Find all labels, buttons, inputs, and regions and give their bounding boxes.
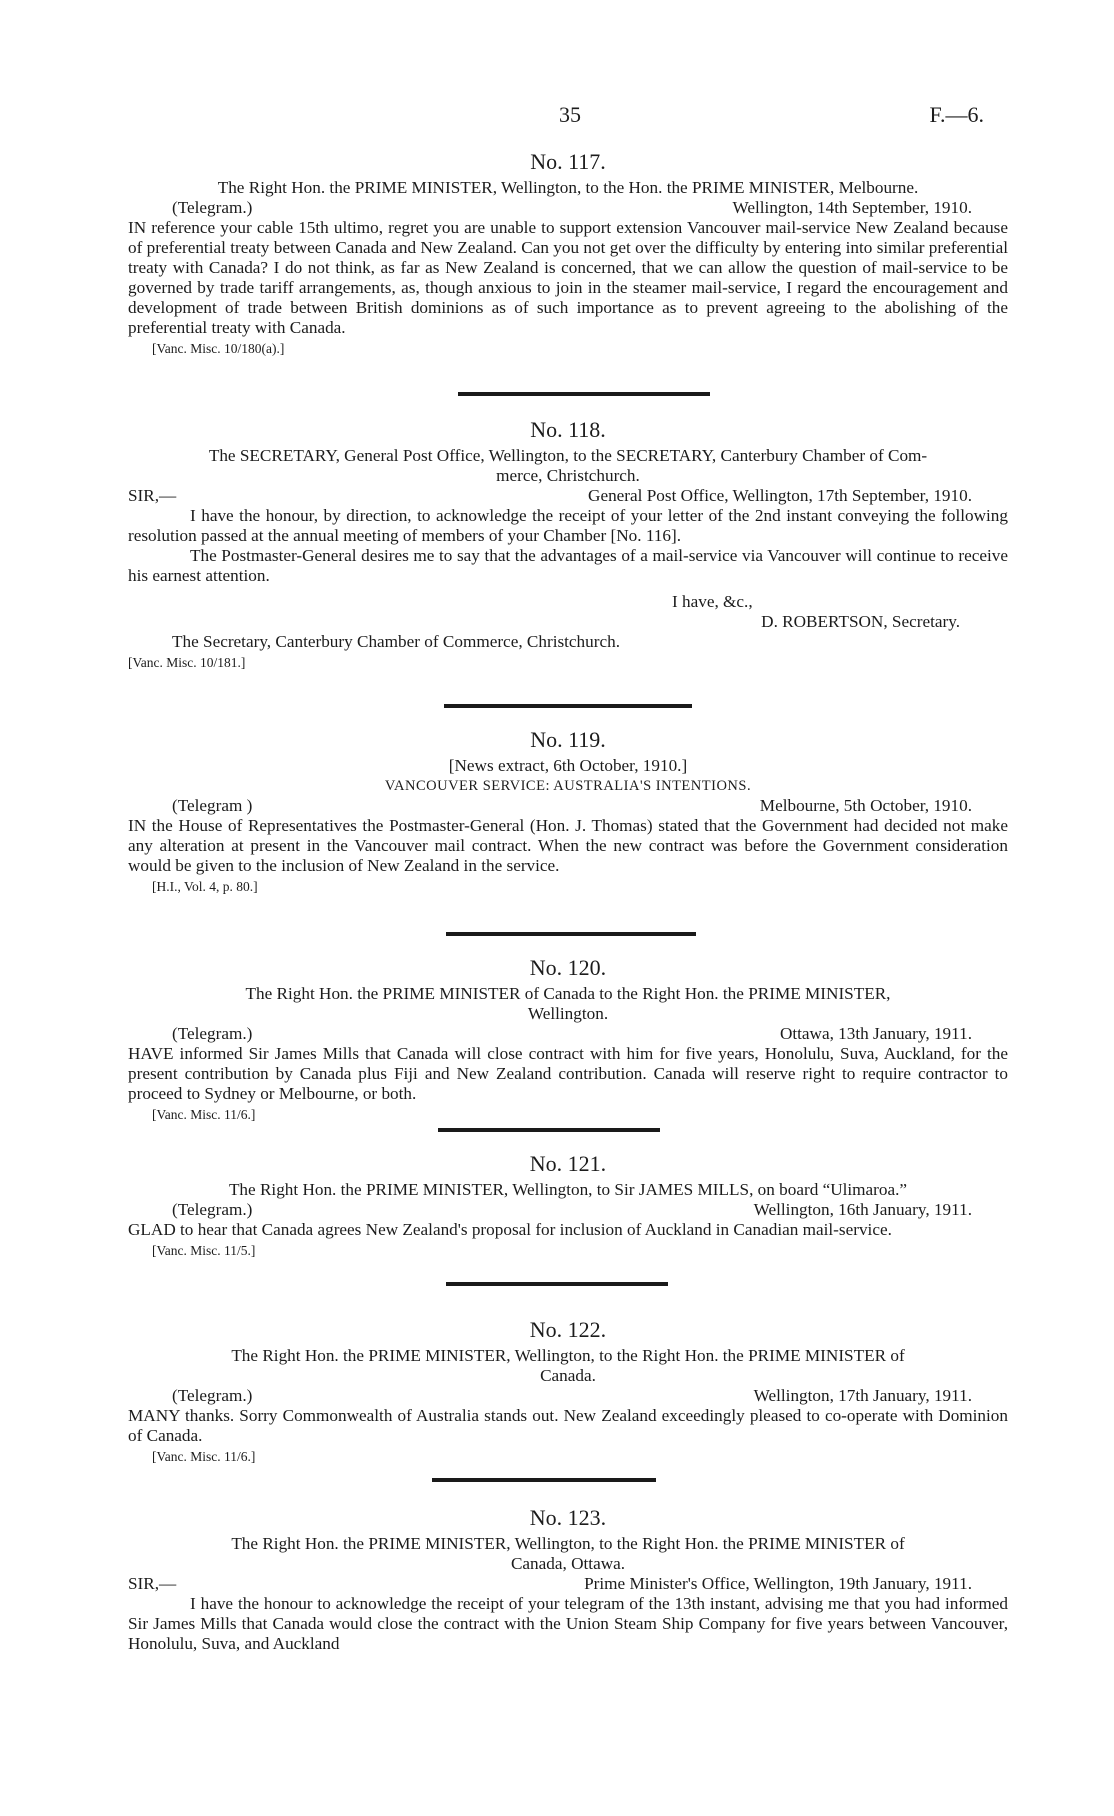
section-121 <box>128 1150 1008 1261</box>
section-heading: The Right Hon. the PRIME MINISTER, Wellington, to Sir JAMES MILLS, on board “Ulimaroa.” <box>228 1180 908 1199</box>
body-paragraph: IN reference your cable 15th ultimo, regret you are unable to support extension Vancouver mail-service New Zealand because of preferential treaty between Canada and New Zealand. Can you not get over the difficulty by entering into similar preferential treaty with Canada? I do not think, as far as New Zealand is concerned, that we can allow the question of mail-service to be governed by trade tariff arrangements, as, though anxious to join in the steamer mail-service, I regard the encouragement and development of trade between British dominions as of such importance as to prevent agreeing to the abolishing of the preferential treaty with Canada. <box>128 218 1008 337</box>
section-117 <box>128 148 1008 359</box>
heading-line: The Right Hon. the PRIME MINISTER of Canada to the Right Hon. the PRIME MINISTER, <box>245 984 891 1003</box>
reference-note: [Vanc. Misc. 10/180(a).] <box>152 341 285 356</box>
section-118 <box>128 416 1008 673</box>
heading-line: The Right Hon. the PRIME MINISTER, Wellington, to the Right Hon. the PRIME MINISTER of <box>231 1534 905 1553</box>
dateline-right: General Post Office, Wellington, 17th September, 1910. <box>588 486 972 505</box>
dateline-right: Ottawa, 13th January, 1911. <box>779 1024 972 1043</box>
section-122 <box>128 1316 1008 1467</box>
section-number: No. 122. <box>529 1317 607 1342</box>
section-120 <box>128 954 1008 1125</box>
section-divider <box>446 1282 668 1286</box>
page-reference: F.—6. <box>929 102 984 127</box>
addressee: The Secretary, Canterbury Chamber of Commerce, Christchurch. <box>172 632 620 651</box>
heading-line: merce, Christchurch. <box>496 466 640 485</box>
section-body <box>128 218 1008 338</box>
section-heading <box>128 984 1008 1024</box>
body-paragraph: GLAD to hear that Canada agrees New Zealand's proposal for inclusion of Auckland in Canadian mail-service. <box>128 1220 892 1239</box>
section-divider <box>438 1128 660 1132</box>
dateline <box>128 1024 1008 1044</box>
body-paragraph: MANY thanks. Sorry Commonwealth of Australia stands out. New Zealand exceedingly pleased to co-operate with Dominion of Canada. <box>128 1406 1008 1445</box>
dateline <box>128 796 1008 816</box>
body-paragraph: The Postmaster-General desires me to say that the advantages of a mail-service via Vancouver will continue to receive his earnest attention. <box>128 546 1008 585</box>
section-body <box>128 816 1008 876</box>
section-heading: The Right Hon. the PRIME MINISTER, Wellington, to the Hon. the PRIME MINISTER, Melbourne. <box>217 178 919 197</box>
reference-note: [Vanc. Misc. 11/6.] <box>152 1449 256 1464</box>
heading-line: Wellington. <box>527 1004 609 1023</box>
page-number: 35 <box>559 102 581 127</box>
section-body <box>128 1220 1008 1240</box>
dateline <box>128 1386 1008 1406</box>
salutation: SIR,— <box>128 1574 177 1593</box>
signature: D. ROBERTSON, Secretary. <box>761 612 960 631</box>
section-body <box>128 1594 1008 1654</box>
salutation: SIR,— <box>128 486 177 505</box>
section-divider <box>458 392 710 396</box>
subheading: VANCOUVER SERVICE: AUSTRALIA'S INTENTIONS. <box>384 778 752 794</box>
reference-note: [Vanc. Misc. 11/5.] <box>152 1243 256 1258</box>
section-body <box>128 506 1008 586</box>
subheading: [News extract, 6th October, 1910.] <box>448 756 688 775</box>
dateline <box>128 198 1008 218</box>
section-119 <box>128 726 1008 897</box>
section-number: No. 121. <box>529 1151 607 1176</box>
section-number: No. 118. <box>530 417 606 442</box>
section-body <box>128 1406 1008 1446</box>
body-paragraph: HAVE informed Sir James Mills that Canada will close contract with him for five years, Honolulu, Suva, Auckland, for the present contribution by Canada plus Fiji and New Zealand contribution. Canada will reserve right to require contractor to proceed to Sydney or Melbourne, or both. <box>128 1044 1008 1103</box>
section-number: No. 119. <box>530 727 606 752</box>
body-paragraph: I have the honour to acknowledge the receipt of your telegram of the 13th instant, advising me that you had informed Sir James Mills that Canada would close the contract with the Union Steam Ship Company for five years between Vancouver, Honolulu, Suva, and Auckland <box>128 1594 1008 1653</box>
dateline-left: (Telegram.) <box>172 1200 253 1219</box>
dateline-right: Wellington, 17th January, 1911. <box>753 1386 972 1405</box>
dateline-right: Melbourne, 5th October, 1910. <box>759 796 972 815</box>
section-heading <box>128 1346 1008 1386</box>
section-divider <box>444 704 692 708</box>
dateline <box>128 486 1008 506</box>
dateline-left: (Telegram.) <box>172 1024 253 1043</box>
heading-line: Canada, Ottawa. <box>510 1554 626 1573</box>
dateline-right: Wellington, 16th January, 1911. <box>753 1200 972 1219</box>
dateline <box>128 1200 1008 1220</box>
section-divider <box>432 1478 656 1482</box>
heading-line: Canada. <box>540 1366 596 1385</box>
dateline-right: Wellington, 14th September, 1910. <box>732 198 972 217</box>
section-heading <box>128 1534 1008 1574</box>
section-number: No. 117. <box>530 149 606 174</box>
body-paragraph: IN the House of Representatives the Postmaster-General (Hon. J. Thomas) stated that the Government had decided not make any alteration at present in the Vancouver mail contract. When the new contract was before the Government consideration would be given to the inclusion of New Zealand in the service. <box>128 816 1008 875</box>
body-paragraph: I have the honour, by direction, to acknowledge the receipt of your letter of the 2nd instant conveying the following resolution passed at the annual meeting of members of your Chamber [No. 116]. <box>128 506 1008 545</box>
dateline-left: (Telegram ) <box>172 796 253 815</box>
section-number: No. 123. <box>529 1505 607 1530</box>
reference-note: [Vanc. Misc. 11/6.] <box>152 1107 256 1122</box>
section-divider <box>446 932 696 936</box>
reference-note: [Vanc. Misc. 10/181.] <box>128 655 246 670</box>
section-heading <box>128 446 1008 486</box>
dateline-left: (Telegram.) <box>172 1386 253 1405</box>
section-number: No. 120. <box>529 955 607 980</box>
heading-line: The Right Hon. the PRIME MINISTER, Wellington, to the Right Hon. the PRIME MINISTER of <box>231 1346 905 1365</box>
reference-note: [H.I., Vol. 4, p. 80.] <box>152 879 258 894</box>
heading-line: The SECRETARY, General Post Office, Wellington, to the SECRETARY, Canterbury Chamber of Com- <box>208 446 928 465</box>
section-123 <box>128 1504 1008 1654</box>
dateline-left: (Telegram.) <box>172 198 253 217</box>
section-body <box>128 1044 1008 1104</box>
dateline-right: Prime Minister's Office, Wellington, 19th January, 1911. <box>584 1574 972 1593</box>
dateline <box>128 1574 1008 1594</box>
closing: I have, &c., <box>672 592 753 611</box>
